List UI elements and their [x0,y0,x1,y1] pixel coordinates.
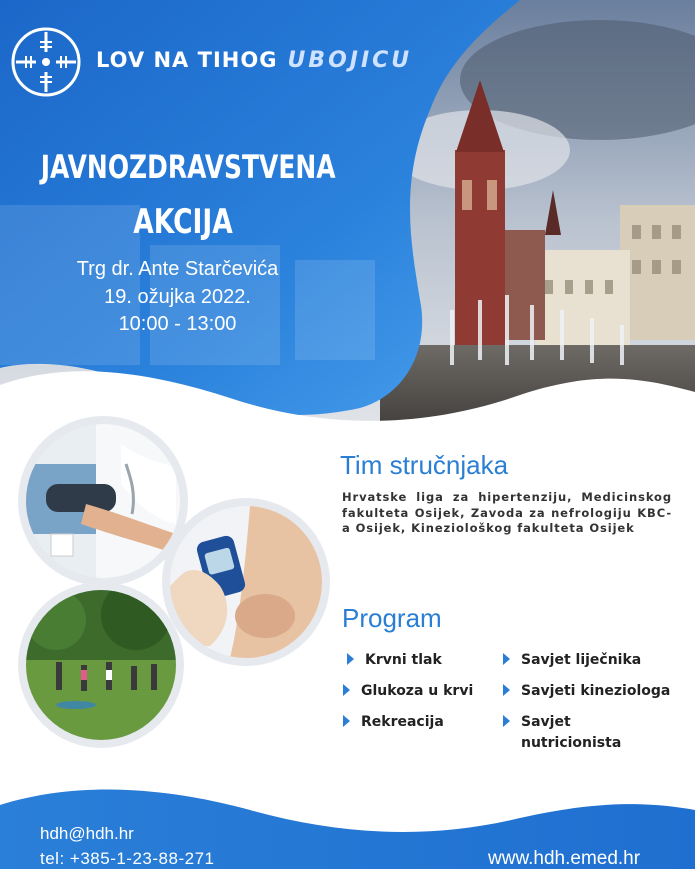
brand-main: LOV NA TIHOG [96,48,278,72]
brand-accent: UBOJICU [287,48,413,73]
contact-email: hdh@hdh.hr [40,824,134,843]
website-link[interactable]: www.hdh.emed.hr [488,848,641,869]
photo-glucose-meter [170,506,322,658]
crosshair-icon [10,26,82,98]
program-item-blood-pressure [365,652,442,668]
program-item-label: Savjet liječnika [521,652,642,668]
program-item-label: Glukoza u krvi [361,683,474,699]
headline-line2: AKCIJA [133,202,233,242]
event-location: Trg dr. Ante Starčevića [76,258,279,280]
program-item-glucose [361,683,473,699]
team-title: Tim stručnjaka [340,450,509,480]
program-item-label: Savjeti kineziologa [521,683,671,699]
contact-phone: tel: +385-1-23-88-271 [40,849,215,868]
program-item-kinesiologist-advice [521,683,670,699]
program-item-label: Rekreacija [361,714,444,730]
event-date: 19. ožujka 2022. [104,286,251,308]
chevron-right-icon [343,715,350,727]
chevron-right-icon [347,653,354,665]
program-item-doctor-advice [521,652,641,668]
team-text: Hrvatske liga za hipertenziju, Medicinskog fakulteta Osijek, Zavoda za nefrologiju KBC-a Osijek, Kineziološkog fakulteta Osijek [342,490,672,536]
chevron-right-icon [503,653,510,665]
headline-line1: JAVNOZDRAVSTVENA [40,148,336,186]
program-item-recreation [361,714,444,730]
chevron-right-icon [503,715,510,727]
chevron-right-icon [503,684,510,696]
program-item-label: Savjet [521,714,571,730]
program-item-nutritionist-advice-line2: nutricionista [521,735,622,751]
brand-title [96,48,412,73]
photo-blood-pressure [26,424,180,578]
chevron-right-icon [343,684,350,696]
program-item-nutritionist-advice [521,714,571,730]
program-title: Program [342,603,442,633]
event-time: 10:00 - 13:00 [118,313,237,335]
photo-recreation [26,590,176,740]
program-item-label: Krvni tlak [365,652,442,668]
